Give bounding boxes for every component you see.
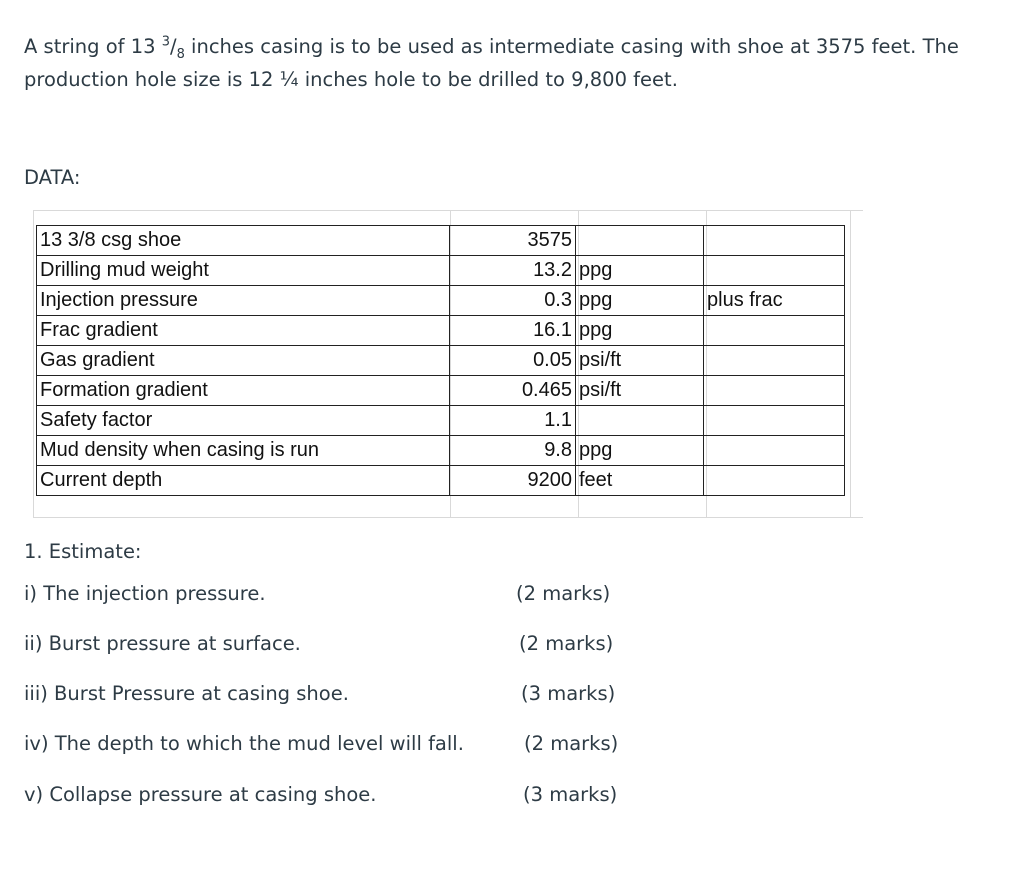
question-text: iv) The depth to which the mud level will fall. — [24, 732, 464, 755]
fraction-denominator: 8 — [176, 46, 185, 62]
row-label: Drilling mud weight — [37, 256, 450, 286]
row-note — [704, 436, 845, 466]
row-value: 13.2 — [450, 256, 576, 286]
table-row — [37, 466, 845, 496]
row-value: 0.05 — [450, 346, 576, 376]
row-label: Injection pressure — [37, 286, 450, 316]
row-label: Mud density when casing is run — [37, 436, 450, 466]
row-value: 0.465 — [450, 376, 576, 406]
row-unit: ppg — [576, 316, 704, 346]
row-note — [704, 226, 845, 256]
row-note — [704, 376, 845, 406]
intro-text-end: inches casing is to be used as intermediate casing with shoe at 3575 feet. The production hole size is 12 ¼ inches hole to be drilled to 9,800 feet. — [24, 35, 959, 91]
row-unit: feet — [576, 466, 704, 496]
row-value: 1.1 — [450, 406, 576, 436]
fraction-numerator: 3 — [161, 34, 170, 50]
row-label: 13 3/8 csg shoe — [37, 226, 450, 256]
question-marks: (2 marks) — [524, 732, 619, 755]
problem-statement — [24, 30, 1004, 96]
table-row — [37, 346, 845, 376]
question-text: v) Collapse pressure at casing shoe. — [24, 783, 377, 806]
intro-text-start: A string of 13 — [24, 35, 162, 58]
question-text: ii) Burst pressure at surface. — [24, 632, 301, 655]
table-row — [37, 286, 845, 316]
row-unit: ppg — [576, 286, 704, 316]
table-row — [37, 436, 845, 466]
fraction-slash: / — [170, 35, 177, 58]
question-marks: (2 marks) — [516, 582, 611, 605]
table-row — [37, 376, 845, 406]
table-row — [37, 316, 845, 346]
row-unit — [576, 406, 704, 436]
row-label: Gas gradient — [37, 346, 450, 376]
row-note — [704, 346, 845, 376]
question-marks: (2 marks) — [519, 632, 614, 655]
row-note — [704, 256, 845, 286]
row-unit: ppg — [576, 256, 704, 286]
data-heading: DATA: — [24, 166, 81, 189]
row-unit — [576, 226, 704, 256]
question-marks: (3 marks) — [521, 682, 616, 705]
row-label: Safety factor — [37, 406, 450, 436]
question-marks: (3 marks) — [523, 783, 618, 806]
row-unit: psi/ft — [576, 346, 704, 376]
row-label: Formation gradient — [37, 376, 450, 406]
table-row — [37, 256, 845, 286]
data-table — [36, 225, 845, 496]
row-unit: psi/ft — [576, 376, 704, 406]
row-value: 3575 — [450, 226, 576, 256]
row-value: 16.1 — [450, 316, 576, 346]
row-value: 9200 — [450, 466, 576, 496]
row-value: 0.3 — [450, 286, 576, 316]
question-text: iii) Burst Pressure at casing shoe. — [24, 682, 349, 705]
row-value: 9.8 — [450, 436, 576, 466]
table-row — [37, 406, 845, 436]
table-row — [37, 226, 845, 256]
row-label: Current depth — [37, 466, 450, 496]
row-note — [704, 406, 845, 436]
questions-title: 1. Estimate: — [24, 540, 142, 563]
row-unit: ppg — [576, 436, 704, 466]
row-note — [704, 466, 845, 496]
question-text: i) The injection pressure. — [24, 582, 266, 605]
row-label: Frac gradient — [37, 316, 450, 346]
row-note: plus frac — [704, 286, 845, 316]
row-note — [704, 316, 845, 346]
